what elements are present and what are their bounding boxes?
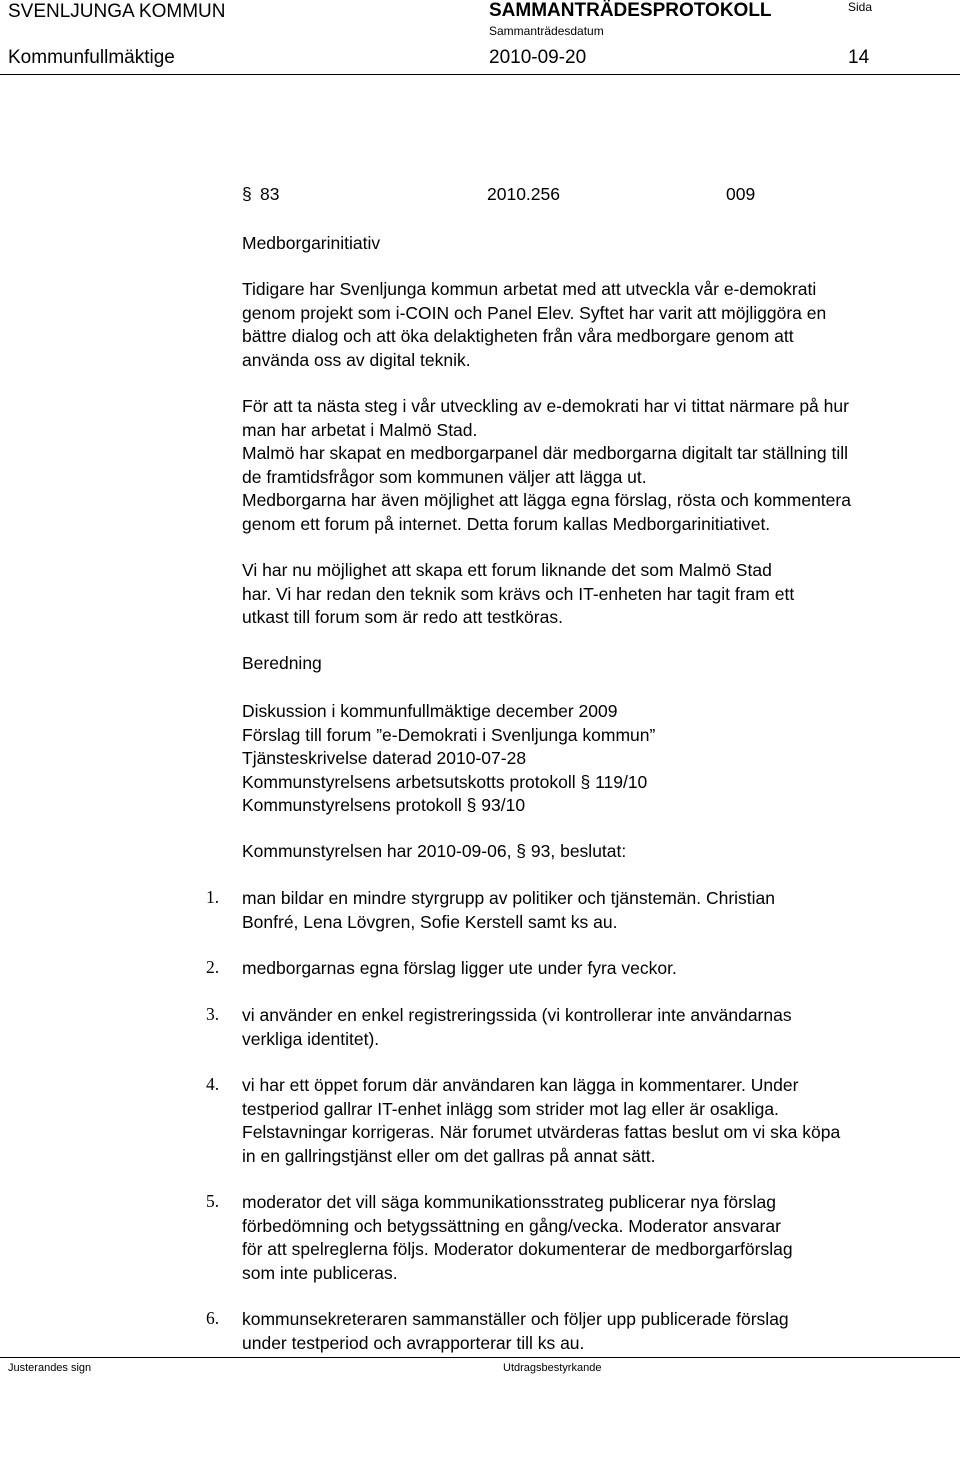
text-line: Kommunstyrelsen har 2010-09-06, § 93, beslutat:	[242, 841, 627, 861]
decision-item-3	[242, 1004, 954, 1051]
decision-item-2	[242, 957, 954, 981]
text-line: under testperiod och avrapporterar till ks au.	[242, 1332, 585, 1353]
case-code: 009	[726, 184, 756, 204]
intro-paragraph-3	[242, 559, 954, 630]
intro-paragraph-2	[242, 395, 954, 536]
decision-intro	[242, 840, 954, 864]
case-number: 2010.256	[487, 184, 560, 204]
paragraph-number: 83	[260, 184, 280, 204]
text-line: man bildar en mindre styrgrupp av politiker och tjänstemän. Christian	[242, 888, 776, 908]
text-line: medborgarnas egna förslag ligger ute under fyra veckor.	[242, 958, 677, 978]
case-title: Medborgarinitiativ	[242, 233, 381, 253]
preparation-heading: Beredning	[242, 653, 322, 673]
text-line: verkliga identitet).	[242, 1028, 380, 1049]
meeting-date: 2010-09-20	[489, 47, 587, 68]
decision-number: 1.	[206, 887, 220, 907]
text-line: utkast till forum som är redo att testköras.	[242, 607, 563, 627]
text-line: de framtidsfrågor som kommunen väljer att lägga ut.	[242, 466, 647, 487]
decision-item-6	[242, 1308, 954, 1355]
text-line: genom ett forum på internet. Detta forum kallas Medborgarinitiativet.	[242, 513, 771, 534]
section-sign: §	[242, 184, 252, 204]
decision-number: 5.	[206, 1191, 220, 1211]
text-line: för att spelreglerna följs. Moderator dokumenterar de medborgarförslag	[242, 1239, 793, 1259]
text-line: som inte publiceras.	[242, 1262, 398, 1283]
meeting-body: Kommunfullmäktige	[8, 47, 175, 68]
preparation-item: Förslag till forum ”e-Demokrati i Svenljunga kommun”	[242, 724, 656, 745]
preparation-item: Tjänsteskrivelse daterad 2010-07-28	[242, 748, 527, 768]
text-line: Malmö har skapat en medborgarpanel där medborgarna digitalt tar ställning till	[242, 443, 849, 463]
text-line: har. Vi har redan den teknik som krävs och IT-enheten har tagit fram ett	[242, 583, 795, 604]
preparation-item: Kommunstyrelsens arbetsutskotts protokoll § 119/10	[242, 771, 648, 792]
header-divider	[0, 74, 960, 75]
text-line: man har arbetat i Malmö Stad.	[242, 419, 478, 440]
decision-number: 4.	[206, 1074, 220, 1094]
text-line: använda oss av digital teknik.	[242, 349, 471, 370]
decision-item-1	[242, 887, 954, 934]
document-type: SAMMANTRÄDESPROTOKOLL	[489, 0, 772, 21]
text-line: Medborgarna har även möjlighet att lägga egna förslag, rösta och kommentera	[242, 490, 851, 510]
preparation-item: Diskussion i kommunfullmäktige december 2009	[242, 701, 618, 721]
text-line: in en gallringstjänst eller om det gallras på annat sätt.	[242, 1145, 656, 1166]
text-line: Bonfré, Lena Lövgren, Sofie Kerstell samt ks au.	[242, 911, 618, 932]
text-line: kommunsekreteraren sammanställer och följer upp publicerade förslag	[242, 1309, 789, 1329]
decision-number: 6.	[206, 1308, 220, 1328]
page-number: 14	[848, 47, 870, 68]
text-line: Vi har nu möjlighet att skapa ett forum liknande det som Malmö Stad	[242, 560, 772, 580]
signature-label: Justerandes sign	[8, 1362, 92, 1374]
extract-label: Utdragsbestyrkande	[503, 1362, 602, 1374]
decision-item-5	[242, 1191, 954, 1285]
text-line: bättre dialog och att öka delaktigheten från våra medborgare genom att	[242, 326, 794, 346]
municipality-name: SVENLJUNGA KOMMUN	[8, 1, 226, 22]
page-label: Sida	[848, 0, 873, 14]
text-line: genom projekt som i-COIN och Panel Elev. Syftet har varit att möjliggöra en	[242, 302, 827, 323]
text-line: vi har ett öppet forum där användaren kan lägga in kommentarer. Under	[242, 1075, 799, 1095]
text-line: vi använder en enkel registreringssida (vi kontrollerar inte användarnas	[242, 1005, 792, 1025]
text-line: För att ta nästa steg i vår utveckling av e-demokrati har vi tittat närmare på hur	[242, 396, 849, 416]
preparation-item: Kommunstyrelsens protokoll § 93/10	[242, 795, 526, 815]
text-line: Tidigare har Svenljunga kommun arbetat med att utveckla vår e-demokrati	[242, 279, 817, 299]
footer-divider	[0, 1357, 960, 1358]
text-line: moderator det vill säga kommunikationsstrateg publicerar nya förslag	[242, 1192, 777, 1212]
decision-number: 2.	[206, 957, 220, 977]
intro-paragraph-1	[242, 278, 954, 372]
text-line: förbedömning och betygssättning en gång/vecka. Moderator ansvarar	[242, 1215, 781, 1236]
preparation-list	[242, 700, 954, 818]
date-label: Sammanträdesdatum	[489, 24, 604, 38]
text-line: testperiod gallrar IT-enhet inlägg som strider mot lag eller är osakliga.	[242, 1098, 779, 1119]
decision-item-4	[242, 1074, 954, 1168]
decision-number: 3.	[206, 1004, 220, 1024]
text-line: Felstavningar korrigeras. När forumet utvärderas fattas beslut om vi ska köpa	[242, 1122, 841, 1142]
